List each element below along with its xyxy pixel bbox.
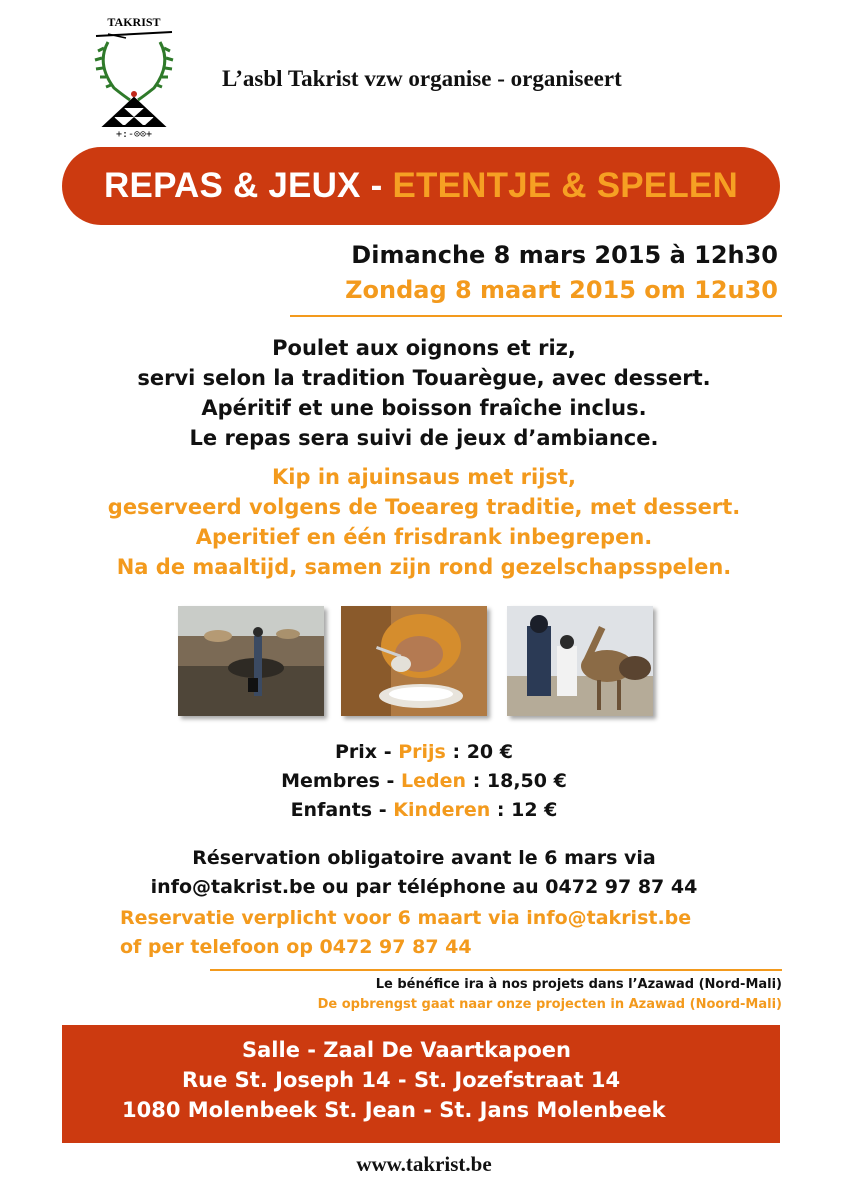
menu-fr	[0, 333, 848, 453]
logo-glyphs: +:-⊙⊙+	[115, 129, 153, 140]
price-row	[0, 767, 848, 796]
reservation-fr-line: info@takrist.be ou par téléphone au 0472 97 87 44	[150, 876, 698, 898]
title-banner	[62, 147, 780, 225]
price-label-fr: Membres	[281, 770, 380, 792]
menu-fr-line: Le repas sera suivi de jeux d’ambiance.	[189, 426, 659, 450]
divider	[210, 969, 782, 971]
photo-camels-well	[178, 606, 324, 716]
menu-nl	[0, 462, 848, 582]
price-label-fr: Enfants	[290, 799, 373, 821]
menu-nl-line: geserveerd volgens de Toeareg traditie, met dessert.	[107, 495, 741, 519]
price-value: : 20 €	[452, 741, 513, 763]
venue-name: Salle - Zaal De Vaartkapoen	[242, 1038, 571, 1062]
benefit-note	[318, 975, 782, 1015]
venue-city: 1080 Molenbeek St. Jean - St. Jans Molenbeek	[122, 1098, 666, 1122]
date-fr: Dimanche 8 mars 2015 à 12h30	[351, 241, 778, 269]
takrist-logo	[86, 14, 182, 140]
price-label-nl: Leden	[401, 770, 467, 792]
benefit-nl: De opbrengst gaat naar onze projecten in Azawad (Noord-Mali)	[317, 997, 782, 1012]
divider	[290, 315, 782, 317]
title-fr: REPAS & JEUX	[104, 166, 361, 205]
price-row	[0, 796, 848, 825]
price-value: : 18,50 €	[472, 770, 567, 792]
price-list	[0, 738, 848, 825]
venue-street: Rue St. Joseph 14 - St. Jozefstraat 14	[182, 1068, 621, 1092]
date-nl: Zondag 8 maart 2015 om 12u30	[345, 276, 778, 304]
title-separator: -	[370, 166, 383, 205]
price-separator: -	[386, 770, 395, 792]
title-nl: ETENTJE & SPELEN	[392, 166, 738, 205]
website-link[interactable]: www.takrist.be	[356, 1152, 492, 1176]
price-value: : 12 €	[496, 799, 558, 821]
reservation-nl-line: Reservatie verplicht voor 6 maart via info@takrist.be	[120, 907, 692, 929]
logo-text: TAKRIST	[107, 15, 161, 29]
price-label-fr: Prix	[335, 741, 378, 763]
date-block	[345, 238, 778, 308]
org-line: L’asbl Takrist vzw organise - organiseert	[222, 66, 622, 91]
menu-fr-line: Poulet aux oignons et riz,	[272, 336, 576, 360]
menu-fr-line: Apéritif et une boisson fraîche inclus.	[201, 396, 647, 420]
menu-nl-line: Kip in ajuinsaus met rijst,	[272, 465, 576, 489]
price-separator: -	[383, 741, 392, 763]
photo-woman-drinking	[341, 606, 487, 716]
reservation-fr-line: Réservation obligatoire avant le 6 mars via	[192, 847, 656, 869]
venue-box	[62, 1025, 780, 1143]
benefit-fr: Le bénéfice ira à nos projets dans l’Azawad (Nord-Mali)	[375, 977, 782, 992]
reservation-nl	[120, 904, 691, 962]
price-row	[0, 738, 848, 767]
reservation-nl-line: of per telefoon op 0472 97 87 44	[120, 936, 472, 958]
menu-nl-line: Aperitief en één frisdrank inbegrepen.	[195, 525, 653, 549]
price-label-nl: Kinderen	[393, 799, 491, 821]
price-label-nl: Prijs	[398, 741, 446, 763]
menu-nl-line: Na de maaltijd, samen zijn rond gezelschapsspelen.	[116, 555, 732, 579]
price-separator: -	[378, 799, 387, 821]
photo-tuareg-camels	[507, 606, 653, 716]
reservation-fr	[0, 844, 848, 902]
menu-fr-line: servi selon la tradition Touarègue, avec dessert.	[137, 366, 711, 390]
